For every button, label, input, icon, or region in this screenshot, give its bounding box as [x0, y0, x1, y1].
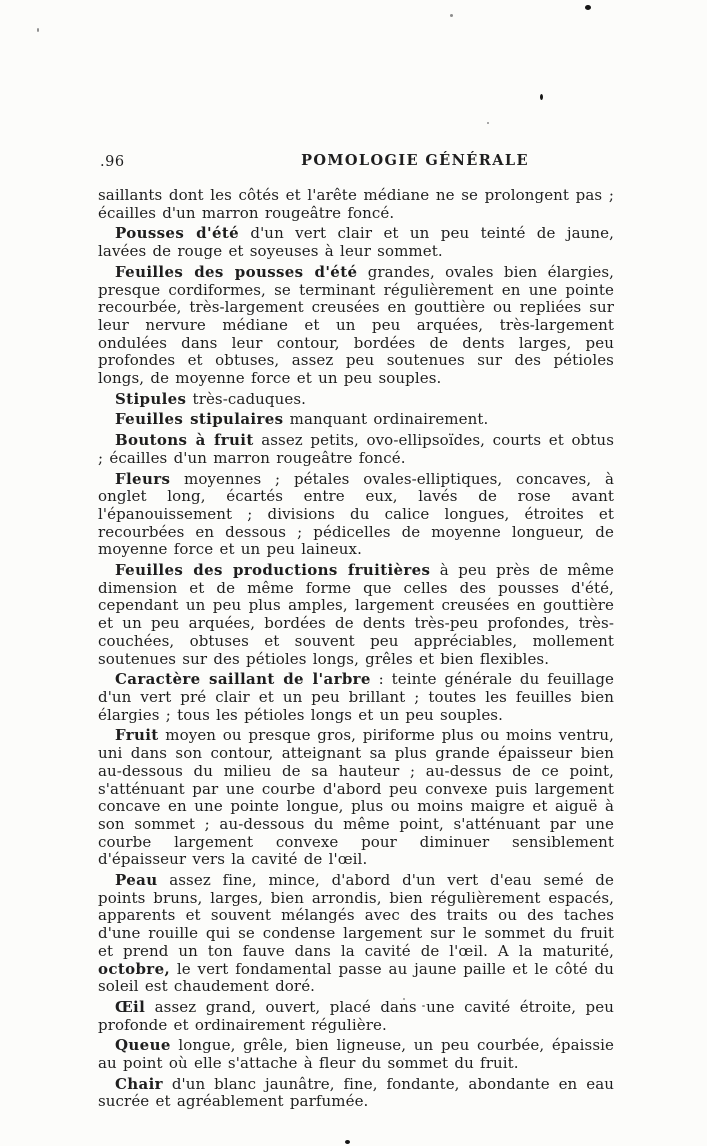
term-label: Caractère saillant de l'arbre [115, 670, 371, 689]
para-stipules [98, 391, 614, 409]
para-text: à peu près de même dimension et de même forme que celles des pousses d'été, cependant un peu plus amples, largement creusées en gouttière et un peu arquées, bordées de dents très-peu profondes, très-couchées, obtuses et souvent peu appréciables, mollement soutenues sur des pétioles longs, grêles et bien flexibles. [98, 561, 614, 668]
term-label: Stipules [115, 389, 187, 408]
para-oeil [98, 999, 614, 1034]
para-text: moyen ou presque gros, piriforme plus ou moins ventru, uni dans son contour, atteignant sa plus grande épaisseur bien au-dessous du milieu de sa hauteur ; au-dessus de ce point, s'atténuant par une courbe d'abord peu convexe puis largement concave en une pointe longue, plus ou moins maigre et aiguë à son sommet ; au-dessous du même point, s'atténuant par une courbe largement convexe pour diminuer sensiblement d'épaisseur vers la cavité de l'œil. [98, 726, 614, 869]
term-label: Queue [115, 1036, 171, 1055]
para-text: grandes, ovales bien élargies, presque cordiformes, se terminant régulièrement en une pointe recourbée, très-largement creusées en gouttière ou repliées sur leur nervure médiane et un peu arquées, très-largement ondulées dans leur contour, bordées de dents larges, peu profondes et obtuses, assez peu soutenues sur des pétioles longs, de moyenne force et un peu souples. [98, 262, 615, 388]
page-number: .96 [100, 154, 125, 170]
para-peau [98, 872, 614, 996]
para-text: le vert fondamental passe au jaune paille et le côté du soleil est chaudement doré. [98, 959, 614, 996]
para-saillants-continuation [98, 187, 614, 222]
maturity-month: octobre, [98, 959, 171, 978]
para-text: manquant ordinairement. [283, 410, 489, 429]
running-title: POMOLOGIE GÉNÉRALE [301, 152, 529, 169]
para-text: assez fine, mince, d'abord d'un vert d'eau semé de points bruns, larges, bien arrondis, bien régulièrement espacés, apparents et souvent mélangés avec des traits ou des taches d'une rouille qui se condense largement sur le sommet du fruit et prend un ton fauve dans la cavité de l'œil. A la maturité, [98, 871, 614, 960]
term-label: Peau [115, 871, 158, 890]
para-text: d'un vert clair et un peu teinté de jaune, lavées de rouge et soyeuses à leur sommet. [98, 224, 614, 261]
scan-speck [540, 94, 543, 100]
para-fleurs [98, 471, 614, 560]
scan-speck [487, 122, 489, 124]
text-block [98, 152, 614, 1111]
para-text: saillants dont les côtés et l'arête médiane ne se prolongent pas ; écailles d'un marron rougeâtre foncé. [98, 186, 614, 222]
scan-speck [450, 14, 453, 17]
scan-speck [585, 5, 591, 10]
para-text: assez grand, ouvert, placé dans une cavité étroite, peu profonde et ordinairement régulière. [98, 997, 614, 1034]
term-label: Œil [115, 997, 146, 1016]
para-feuilles-pousses-dete [98, 264, 614, 388]
para-text: longue, grêle, bien ligneuse, un peu courbée, épaissie au point où elle s'attache à fleur du sommet du fruit. [98, 1036, 614, 1073]
term-label: Feuilles stipulaires [115, 410, 284, 429]
para-feuilles-stipulaires [98, 411, 614, 429]
term-label: Feuilles des productions fruitières [115, 561, 431, 580]
para-text: : teinte générale du feuillage d'un vert pré clair et un peu brillant ; toutes les feuilles bien élargies ; tous les pétioles longs et un peu souples. [98, 670, 614, 724]
term-label: Boutons à fruit [115, 431, 254, 450]
para-text: très-caduques. [186, 389, 307, 408]
para-text: d'un blanc jaunâtre, fine, fondante, abondante en eau sucrée et agréablement parfumée. [98, 1074, 614, 1111]
para-queue [98, 1037, 614, 1072]
term-label: Fleurs [115, 469, 171, 488]
para-text: moyennes ; pétales ovales-elliptiques, concaves, à onglet long, écartés entre eux, lavés de rose avant l'épanouissement ; divisions du calice longues, étroites et recourbées en dessous ; pédicelles de moyenne longueur, de moyenne force et un peu laineux. [98, 469, 614, 559]
para-boutons-a-fruit [98, 432, 614, 467]
para-chair [98, 1076, 614, 1111]
term-label: Chair [115, 1074, 163, 1093]
para-feuilles-productions-fruitieres [98, 562, 614, 668]
para-pousses-dete [98, 225, 614, 260]
para-text: assez petits, ovo-ellipsoïdes, courts et obtus ; écailles d'un marron rougeâtre foncé. [98, 431, 614, 467]
term-label: Fruit [115, 726, 159, 745]
page-header [98, 152, 614, 172]
scan-speck [37, 28, 39, 32]
scan-speck [345, 1140, 350, 1144]
para-fruit [98, 727, 614, 869]
term-label: Feuilles des pousses d'été [115, 262, 358, 281]
term-label: Pousses d'été [115, 224, 240, 243]
para-caractere-saillant-arbre [98, 671, 614, 724]
